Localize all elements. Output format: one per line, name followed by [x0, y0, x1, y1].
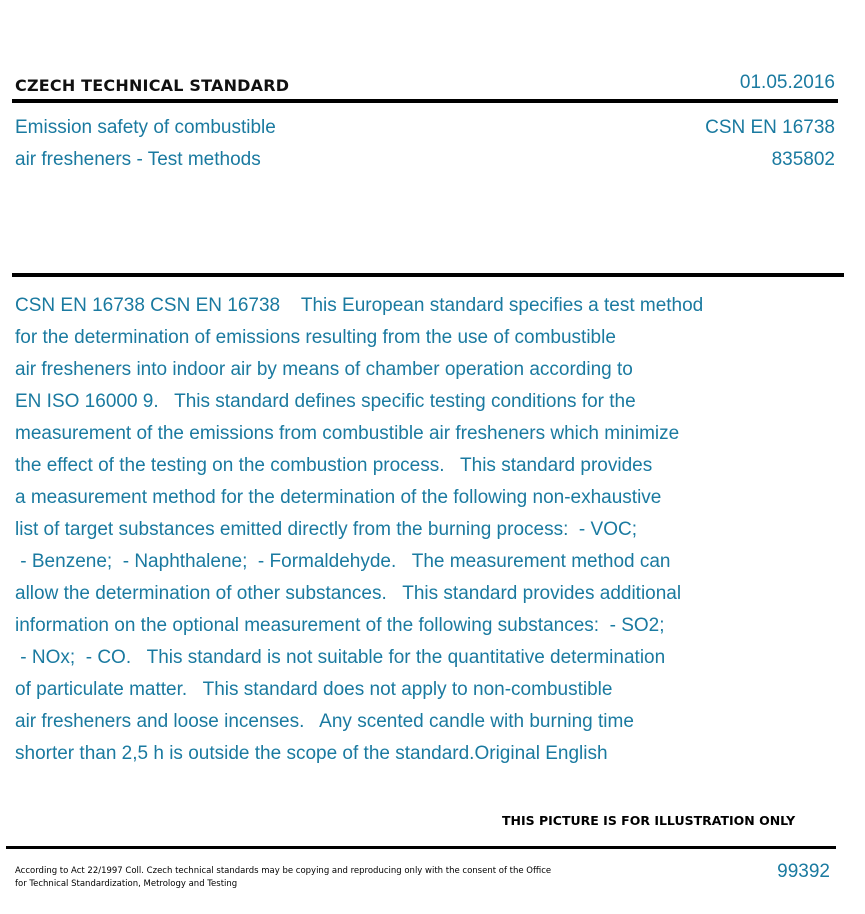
abstract-line: list of target substances emitted directly from the burning process: - VOC;	[15, 519, 637, 540]
legal-notice-line-1: According to Act 22/1997 Coll. Czech technical standards may be copying and reproducing only with the consent of the Office	[15, 866, 552, 876]
catalog-number: 835802	[771, 149, 835, 170]
abstract-line: information on the optional measurement of the following substances: - SO2;	[15, 615, 665, 636]
abstract-line: measurement of the emissions from combustible air fresheners which minimize	[15, 423, 680, 444]
abstract-line: air fresheners and loose incenses. Any scented candle with burning time	[15, 711, 634, 732]
abstract-line: EN ISO 16000 9. This standard defines specific testing conditions for the	[15, 391, 636, 412]
title-line-2: air fresheners - Test methods	[15, 149, 261, 170]
illustration-note: THIS PICTURE IS FOR ILLUSTRATION ONLY	[502, 813, 796, 828]
standard-code: CSN EN 16738	[705, 117, 835, 138]
title-line-1: Emission safety of combustible	[15, 117, 276, 138]
legal-notice	[15, 865, 595, 891]
section-divider	[12, 273, 844, 277]
header-divider	[12, 99, 838, 103]
publication-date: 01.05.2016	[739, 72, 835, 93]
abstract-line: CSN EN 16738 CSN EN 16738 This European standard specifies a test method	[15, 295, 704, 316]
abstract-line: a measurement method for the determination of the following non-exhaustive	[15, 487, 662, 508]
abstract-line: of particulate matter. This standard does not apply to non-combustible	[15, 679, 613, 700]
abstract-line: shorter than 2,5 h is outside the scope of the standard.Original English	[15, 743, 608, 764]
footer-divider	[6, 846, 836, 849]
abstract-text	[15, 290, 845, 770]
abstract-line: the effect of the testing on the combustion process. This standard provides	[15, 455, 653, 476]
abstract-line: for the determination of emissions resulting from the use of combustible	[15, 327, 616, 348]
document-number: 99392	[777, 861, 830, 882]
abstract-line: - NOx; - CO. This standard is not suitable for the quantitative determination	[15, 647, 666, 668]
standard-type-heading: CZECH TECHNICAL STANDARD	[15, 76, 290, 95]
abstract-line: allow the determination of other substances. This standard provides additional	[15, 583, 682, 604]
abstract-line: - Benzene; - Naphthalene; - Formaldehyde. The measurement method can	[15, 551, 671, 572]
abstract-line: air fresheners into indoor air by means of chamber operation according to	[15, 359, 633, 380]
legal-notice-line-2: for Technical Standardization, Metrology and Testing	[15, 879, 238, 889]
